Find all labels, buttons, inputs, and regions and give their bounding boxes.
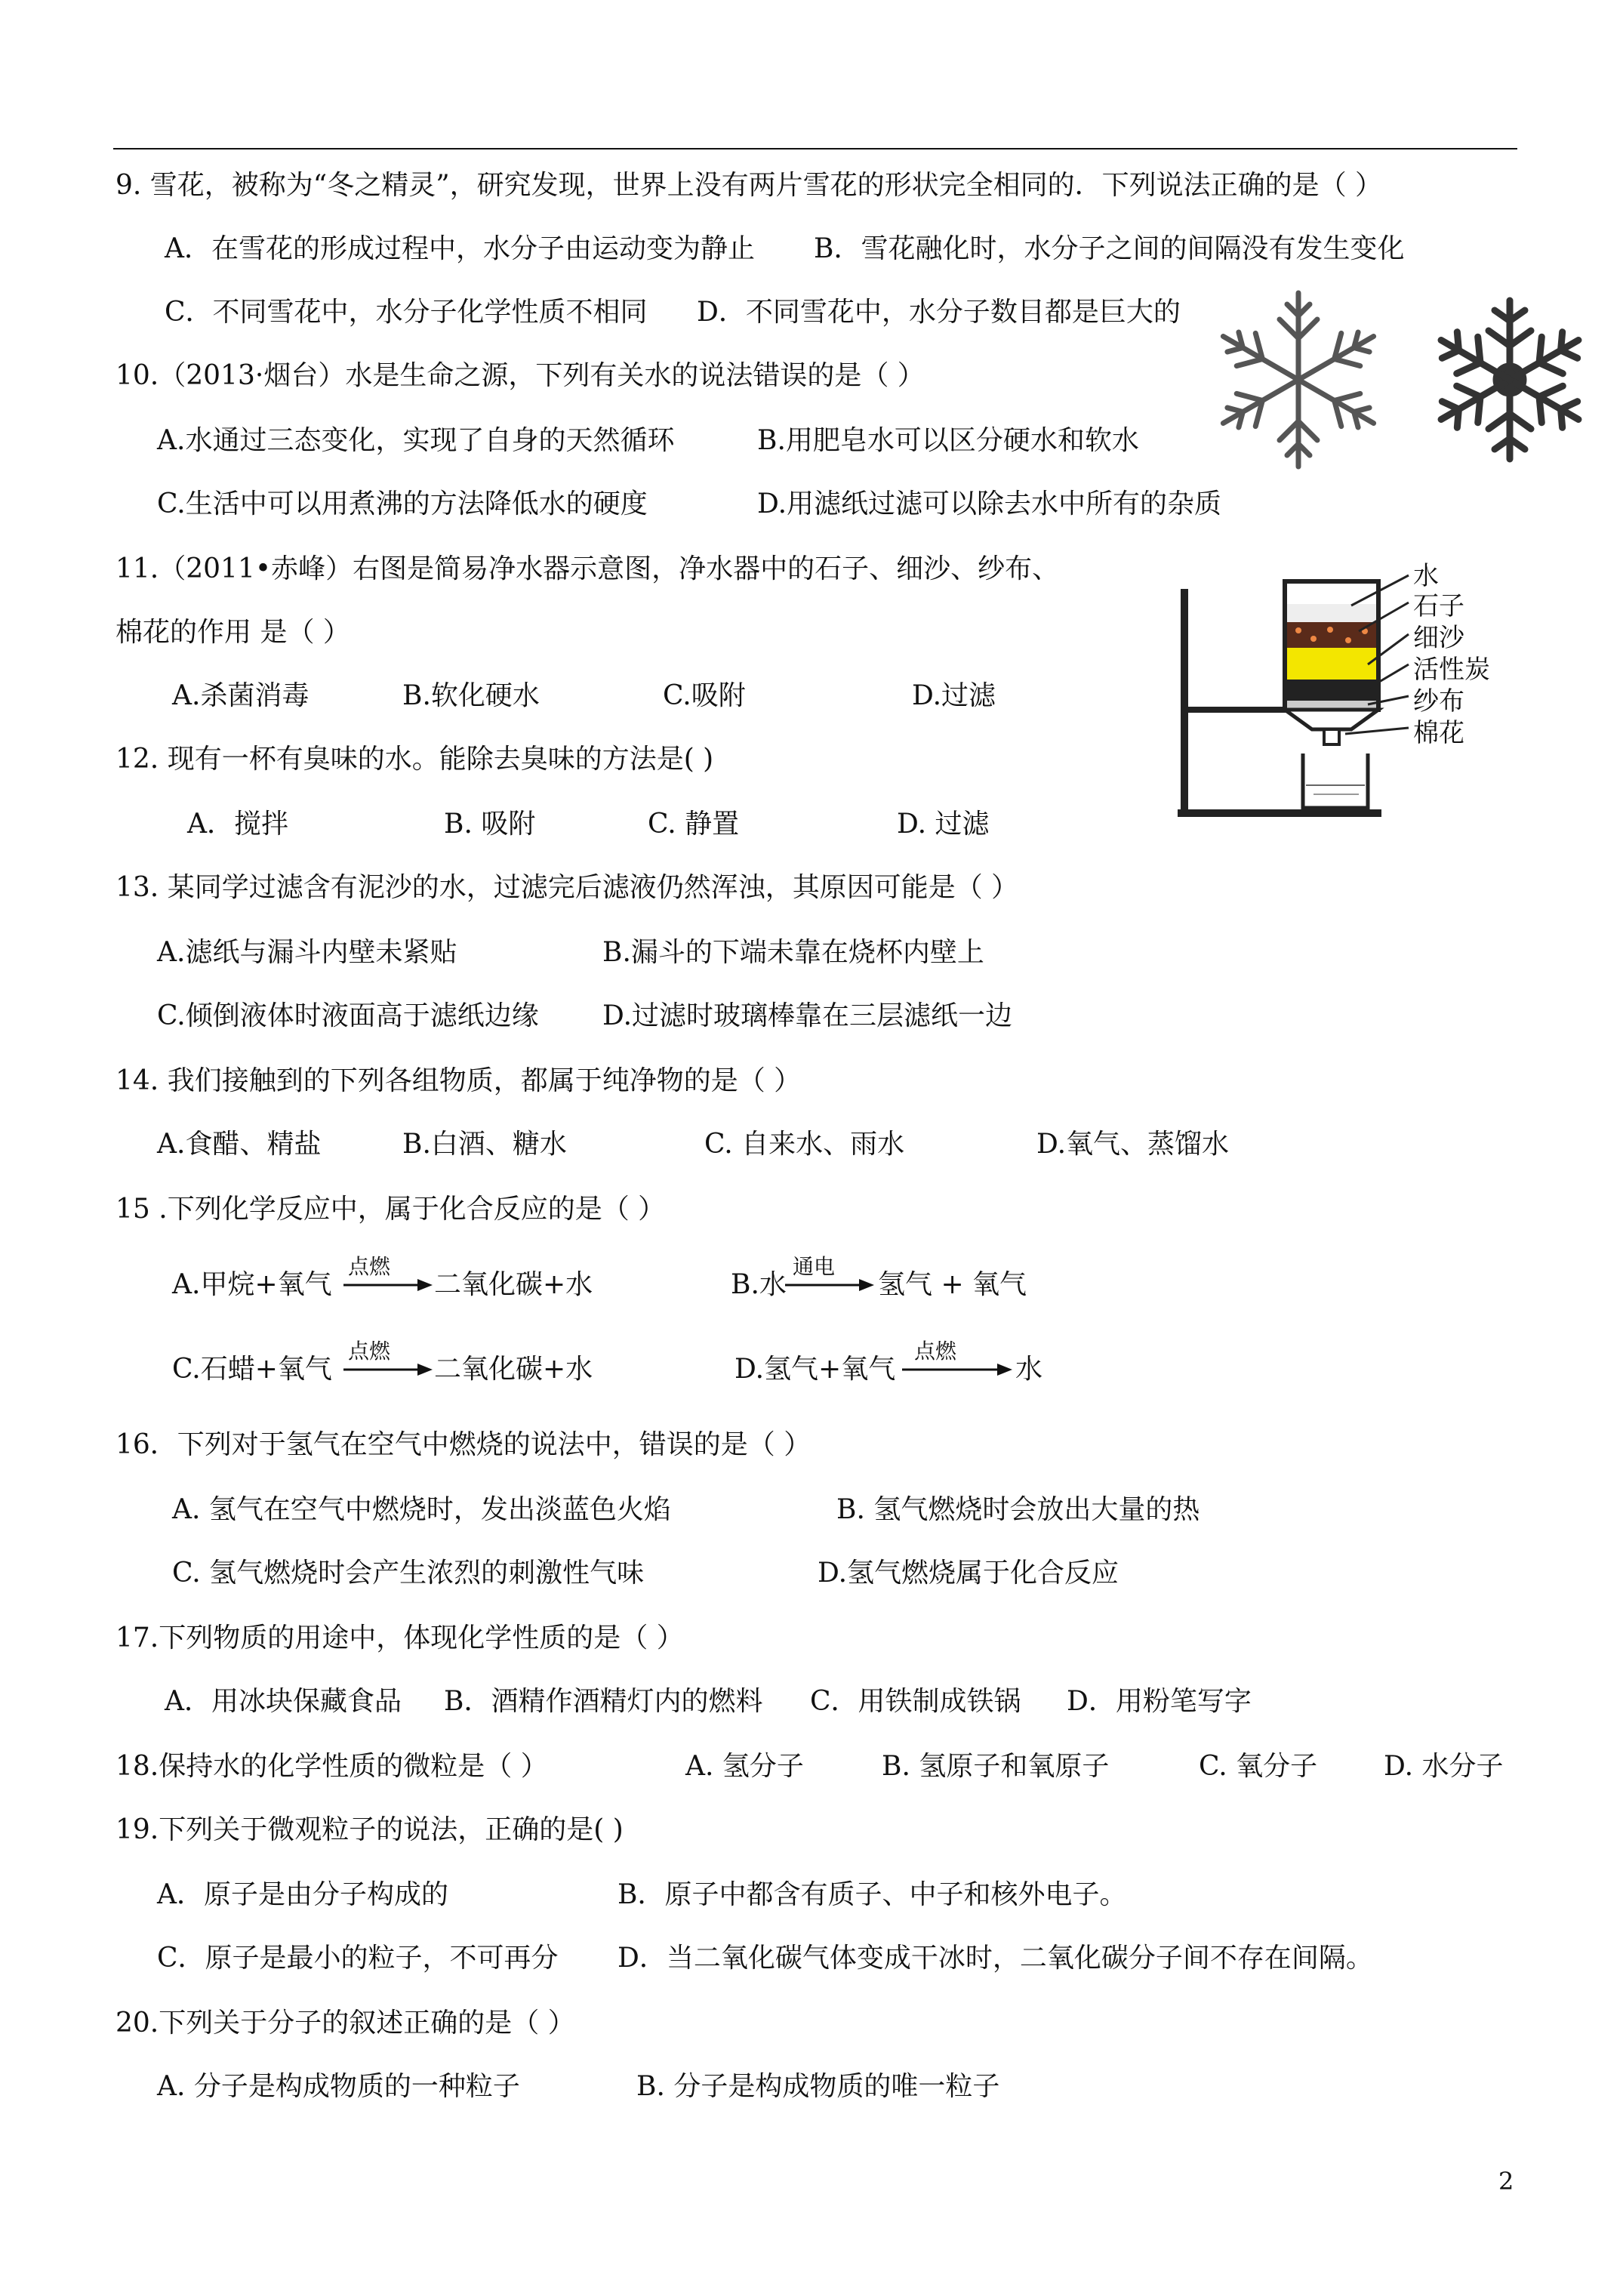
- q19-option-d: D．当二氧化碳气体变成干冰时，二氧化碳分子间不存在间隔。: [617, 1943, 1373, 1974]
- q14-option-d: D.氧气、蒸馏水: [1036, 1129, 1230, 1160]
- q18-option-c: C. 氧分子: [1199, 1751, 1318, 1782]
- water-purifier-diagram: [1170, 559, 1502, 823]
- q15-c-products: 二氧化碳+水: [434, 1354, 593, 1385]
- header-rule: [113, 148, 1517, 149]
- q12-option-b: B. 吸附: [444, 809, 536, 840]
- q19-stem: 19.下列关于微观粒子的说法，正确的是( ): [115, 1814, 624, 1845]
- q17-option-c: C．用铁制成铁锅: [810, 1686, 1021, 1717]
- q14-option-b: B.白酒、糖水: [402, 1129, 567, 1160]
- q15-d-reactants: D.氢气+氧气: [735, 1354, 896, 1385]
- q16-option-a: A. 氢气在空气中燃烧时，发出淡蓝色火焰: [172, 1494, 671, 1525]
- q17-option-a: A．用冰块保藏食品: [165, 1686, 402, 1717]
- q20-option-b: B. 分子是构成物质的唯一粒子: [636, 2071, 1000, 2102]
- q15-a-reactants: A.甲烷+氧气: [172, 1269, 332, 1300]
- q15-d-products: 水: [1015, 1354, 1043, 1385]
- q14-stem: 14. 我们接触到的下列各组物质，都属于纯净物的是（ ）: [115, 1065, 802, 1096]
- purifier-label-carbon: 活性炭: [1413, 655, 1490, 685]
- q13-option-d: D.过滤时玻璃棒靠在三层滤纸一边: [602, 1000, 1013, 1031]
- q17-option-d: D．用粉笔写字: [1067, 1686, 1252, 1717]
- q18-option-b: B. 氢原子和氧原子: [882, 1751, 1110, 1782]
- q10-option-a: A.水通过三态变化，实现了自身的天然循环: [157, 425, 675, 456]
- q13-stem: 13. 某同学过滤含有泥沙的水，过滤完后滤液仍然浑浊，其原因可能是（ ）: [115, 872, 1019, 903]
- q11-option-b: B.软化硬水: [402, 680, 540, 711]
- q11-stem-line1: 11.（2011•赤峰）右图是简易净水器示意图，净水器中的石子、细沙、纱布、: [115, 553, 1060, 584]
- q15-a-arrow: [343, 1255, 434, 1300]
- q18-option-a: A. 氢分子: [685, 1751, 804, 1782]
- q16-option-b: B. 氢气燃烧时会放出大量的热: [836, 1494, 1200, 1525]
- q17-option-b: B．酒精作酒精灯内的燃料: [444, 1686, 763, 1717]
- q18-option-d: D. 水分子: [1384, 1751, 1504, 1782]
- q19-option-c: C．原子是最小的粒子，不可再分: [157, 1943, 559, 1974]
- q12-option-a: A．搅拌: [187, 809, 288, 840]
- q13-option-b: B.漏斗的下端未靠在烧杯内壁上: [602, 937, 984, 968]
- q9-option-b: B．雪花融化时，水分子之间的间隔没有发生变化: [814, 233, 1405, 264]
- snowflake-image-2: [1419, 293, 1600, 467]
- purifier-label-water: 水: [1413, 561, 1439, 591]
- purifier-label-stones: 石子: [1413, 591, 1464, 621]
- q15-a-condition: 点燃: [348, 1254, 391, 1279]
- q10-stem: 10.（2013·烟台）水是生命之源，下列有关水的说法错误的是（ ）: [115, 360, 925, 391]
- q9-option-a: A．在雪花的形成过程中，水分子由运动变为静止: [165, 233, 755, 264]
- purifier-label-cotton: 棉花: [1413, 718, 1464, 748]
- q11-option-d: D.过滤: [912, 680, 996, 711]
- q15-c-reactants: C.石蜡+氧气: [172, 1354, 332, 1385]
- q20-stem: 20.下列关于分子的叙述正确的是（ ）: [115, 2008, 575, 2039]
- q14-option-c: C. 自来水、雨水: [704, 1129, 905, 1160]
- q19-option-b: B．原子中都含有质子、中子和核外电子。: [617, 1879, 1127, 1910]
- purifier-label-sand: 细沙: [1413, 623, 1464, 653]
- q13-option-a: A.滤纸与漏斗内壁未紧贴: [157, 937, 457, 968]
- q12-option-d: D. 过滤: [897, 809, 990, 840]
- q15-b-reactants: B.水: [731, 1269, 787, 1300]
- q10-option-d: D.用滤纸过滤可以除去水中所有的杂质: [757, 488, 1222, 519]
- q19-option-a: A．原子是由分子构成的: [157, 1879, 448, 1910]
- q11-option-c: C.吸附: [663, 680, 746, 711]
- q15-c-arrow: [343, 1339, 434, 1385]
- q15-d-arrow: [902, 1339, 1015, 1385]
- q15-a-products: 二氧化碳+水: [434, 1269, 593, 1300]
- q9-option-c: C．不同雪花中，水分子化学性质不相同: [165, 297, 648, 328]
- purifier-label-gauze: 纱布: [1413, 686, 1464, 717]
- q17-stem: 17.下列物质的用途中，体现化学性质的是（ ）: [115, 1623, 684, 1653]
- q20-option-a: A. 分子是构成物质的一种粒子: [157, 2071, 520, 2102]
- page-number: 2: [1498, 2167, 1514, 2196]
- q16-option-d: D.氢气燃烧属于化合反应: [818, 1558, 1119, 1589]
- q15-b-products: 氢气 + 氧气: [878, 1269, 1027, 1300]
- q11-option-a: A.杀菌消毒: [172, 680, 310, 711]
- q15-d-condition: 点燃: [914, 1339, 957, 1364]
- q9-stem: 9. 雪花，被称为“冬之精灵”，研究发现，世界上没有两片雪花的形状完全相同的．下列说法正确的是（ ）: [115, 170, 1383, 201]
- q18-stem: 18.保持水的化学性质的微粒是（ ）: [115, 1751, 548, 1782]
- snowflake-image-1: [1193, 285, 1404, 474]
- q11-stem-line2: 棉花的作用 是（ ）: [115, 617, 350, 648]
- q10-option-b: B.用肥皂水可以区分硬水和软水: [757, 425, 1139, 456]
- q15-b-arrow: [785, 1255, 876, 1300]
- q9-option-d: D．不同雪花中，水分子数目都是巨大的: [697, 297, 1181, 328]
- q10-option-c: C.生活中可以用煮沸的方法降低水的硬度: [157, 488, 648, 519]
- q15-c-condition: 点燃: [348, 1339, 391, 1364]
- q12-stem: 12. 现有一杯有臭味的水。能除去臭味的方法是( ): [115, 744, 714, 775]
- q14-option-a: A.食醋、精盐: [157, 1129, 322, 1160]
- q16-option-c: C. 氢气燃烧时会产生浓烈的刺激性气味: [172, 1558, 645, 1589]
- q15-b-condition: 通电: [793, 1254, 836, 1279]
- q15-stem: 15 .下列化学反应中，属于化合反应的是（ ）: [115, 1194, 666, 1225]
- q12-option-c: C. 静置: [648, 809, 740, 840]
- q16-stem: 16．下列对于氢气在空气中燃烧的说法中，错误的是（ ）: [115, 1429, 812, 1460]
- q13-option-c: C.倾倒液体时液面高于滤纸边缘: [157, 1000, 539, 1031]
